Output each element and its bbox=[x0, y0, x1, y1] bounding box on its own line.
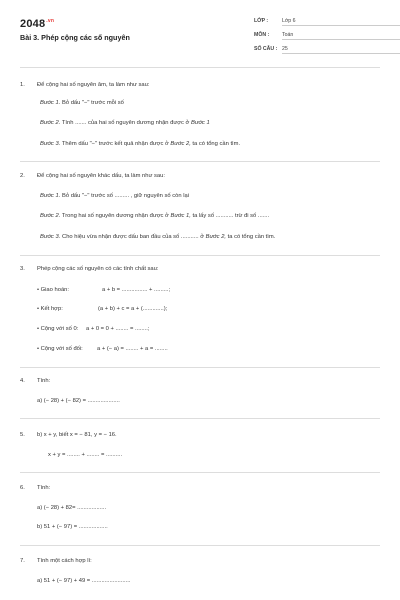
logo-suffix: .vn bbox=[46, 18, 55, 24]
q1-step-2 bbox=[40, 120, 210, 126]
meta-class bbox=[254, 18, 296, 24]
q2-step-3 bbox=[40, 234, 275, 240]
meta-value: Lớp 6 bbox=[282, 18, 296, 24]
step-text-end: ta lấy số ........... trừ đi số ....... bbox=[190, 213, 270, 219]
step-text: Trong hai số nguyên dương nhận được ở bbox=[60, 213, 171, 219]
q5-answer-line: x + y = ........ + ........ = .......... bbox=[48, 452, 123, 458]
step-text: Tính ....... của hai số nguyên dương nhận được ở bbox=[60, 120, 191, 126]
question-4 bbox=[20, 378, 50, 384]
meta-key: MÔN : bbox=[254, 32, 270, 38]
question-number: 2. bbox=[20, 173, 25, 179]
question-6 bbox=[20, 485, 50, 491]
q3-property-2-expr: (a + b) + c = a + (.............); bbox=[98, 306, 168, 312]
step-text: Bỏ dấu "−" trước mỗi số bbox=[60, 100, 124, 106]
question-number: 3. bbox=[20, 266, 25, 272]
question-text: Phép cộng các số nguyên có các tính chất sau: bbox=[37, 266, 159, 272]
q3-property-3-label: • Cộng với số 0: bbox=[37, 326, 79, 332]
question-number: 7. bbox=[20, 558, 25, 564]
question-7 bbox=[20, 558, 92, 564]
question-1 bbox=[20, 82, 149, 88]
question-number: 5. bbox=[20, 432, 25, 438]
step-ref: Bước 1 bbox=[190, 120, 210, 126]
q2-step-1 bbox=[40, 193, 189, 199]
q1-step-3 bbox=[40, 141, 240, 147]
meta-underline bbox=[282, 53, 400, 54]
step-ref: Bước 2, bbox=[205, 234, 227, 240]
divider bbox=[20, 67, 380, 68]
page-title: Bài 3. Phép cộng các số nguyên bbox=[20, 33, 130, 42]
question-3 bbox=[20, 266, 159, 272]
q2-step-2 bbox=[40, 213, 269, 219]
meta-value: Toán bbox=[282, 32, 294, 38]
site-logo[interactable] bbox=[20, 18, 54, 30]
step-ref: Bước 1, bbox=[170, 213, 191, 219]
step-text: Bỏ dấu "−" trước số ......... , giữ nguyên số còn lại bbox=[60, 193, 190, 199]
step-text: Cho hiệu vừa nhận được dấu ban đầu của số ........... ở bbox=[60, 234, 206, 240]
question-5 bbox=[20, 432, 117, 438]
meta-key: LỚP : bbox=[254, 18, 269, 24]
divider bbox=[20, 161, 380, 162]
meta-underline bbox=[282, 39, 400, 40]
q7-part-a: a) 51 + (− 97) + 49 = ........................ bbox=[37, 578, 131, 584]
question-number: 6. bbox=[20, 485, 25, 491]
step-label: Bước 3. bbox=[40, 234, 61, 240]
divider bbox=[20, 367, 380, 368]
divider bbox=[20, 418, 380, 419]
step-label: Bước 3. bbox=[40, 141, 61, 147]
q3-property-1-label: • Giao hoán: bbox=[37, 287, 70, 293]
step-ref: Bước 2, bbox=[170, 141, 191, 147]
step-label: Bước 2. bbox=[40, 120, 61, 126]
q3-property-1-expr: a + b = ................ + .........; bbox=[102, 287, 171, 293]
step-label: Bước 2. bbox=[40, 213, 61, 219]
q3-property-2-label: • Kết hợp: bbox=[37, 306, 63, 312]
question-number: 1. bbox=[20, 82, 25, 88]
q1-step-1 bbox=[40, 100, 124, 106]
divider bbox=[20, 472, 380, 473]
step-text-end: ta có tổng cần tìm. bbox=[190, 141, 241, 147]
logo-text: 2048 bbox=[20, 18, 46, 30]
question-text: b) x + y, biết x = − 81, y = − 16. bbox=[37, 432, 117, 438]
question-number: 4. bbox=[20, 378, 25, 384]
question-text: Để cộng hai số nguyên âm, ta làm như sau: bbox=[37, 82, 150, 88]
step-label: Bước 1. bbox=[40, 100, 61, 106]
step-text-end: ta có tổng cần tìm. bbox=[226, 234, 276, 240]
q3-property-4-expr: a + (− a) = ........ + a = ........ bbox=[97, 346, 168, 352]
divider bbox=[20, 255, 380, 256]
question-text: Tính: bbox=[37, 485, 51, 491]
question-text: Tính một cách hợp lí: bbox=[37, 558, 92, 564]
divider bbox=[20, 545, 380, 546]
step-label: Bước 1. bbox=[40, 193, 61, 199]
meta-underline bbox=[282, 25, 400, 26]
question-text: Tính: bbox=[37, 378, 51, 384]
meta-key: SỐ CÂU : bbox=[254, 46, 278, 52]
meta-value: 25 bbox=[282, 46, 288, 52]
q3-property-3-expr: a + 0 = 0 + ........ = ........; bbox=[86, 326, 150, 332]
meta-subject bbox=[254, 32, 293, 38]
q6-part-b: b) 51 + (− 97) = .................. bbox=[37, 524, 108, 530]
question-text: Để cộng hai số nguyên khác dấu, ta làm như sau: bbox=[37, 173, 165, 179]
step-text: Thêm dấu "−" trước kết quả nhận được ở bbox=[60, 141, 171, 147]
q6-part-a: a) (− 28) + 82= .................. bbox=[37, 505, 107, 511]
q4-part-a: a) (− 28) + (− 82) = .................... bbox=[37, 398, 120, 404]
question-2 bbox=[20, 173, 165, 179]
q3-property-4-label: • Cộng với số đối: bbox=[37, 346, 83, 352]
meta-question-count bbox=[254, 46, 288, 52]
